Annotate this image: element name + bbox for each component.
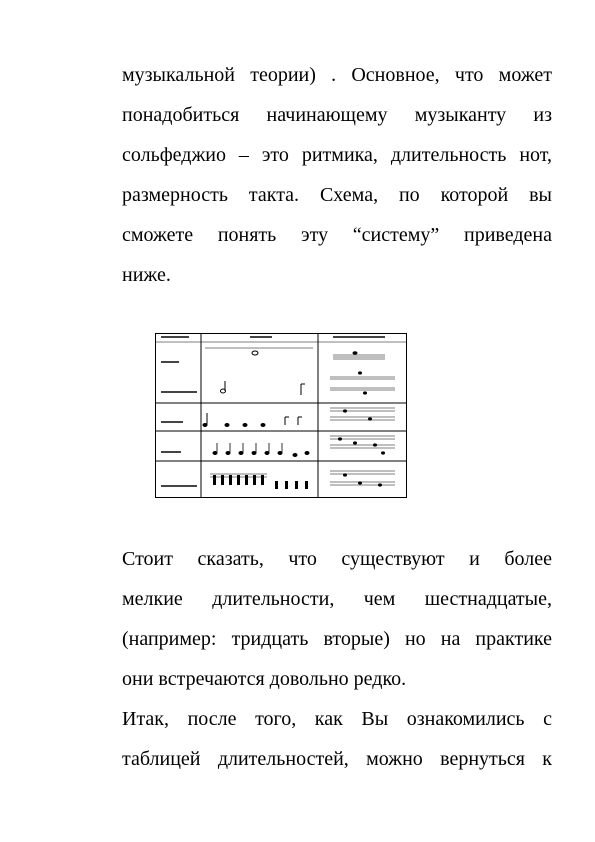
text-line: мелкие длительности, чем шестнадцатые, [122,588,552,610]
text-line: таблицей длительностей, можно вернуться к [122,748,552,770]
text-line: (например: тридцать вторые) но на практике [122,628,552,650]
text-line: Стоит сказать, что существуют и более [122,548,552,570]
text-line: ниже. [122,264,171,286]
text-line: Итак, после того, как Вы ознакомились с [122,708,552,730]
note-durations-table-image [155,333,407,498]
text-line: размерность такта. Схема, по которой вы [122,184,552,206]
text-line: музыкальной теории) . Основное, что может [122,64,552,86]
text-line: сольфеджио – это ритмика, длительность нот, [122,144,552,166]
text-line: сможете понять эту “систему” приведена [122,224,552,246]
text-line: они встречаются довольно редко. [122,668,407,690]
text-line: понадобиться начинающему музыканту из [122,104,552,126]
